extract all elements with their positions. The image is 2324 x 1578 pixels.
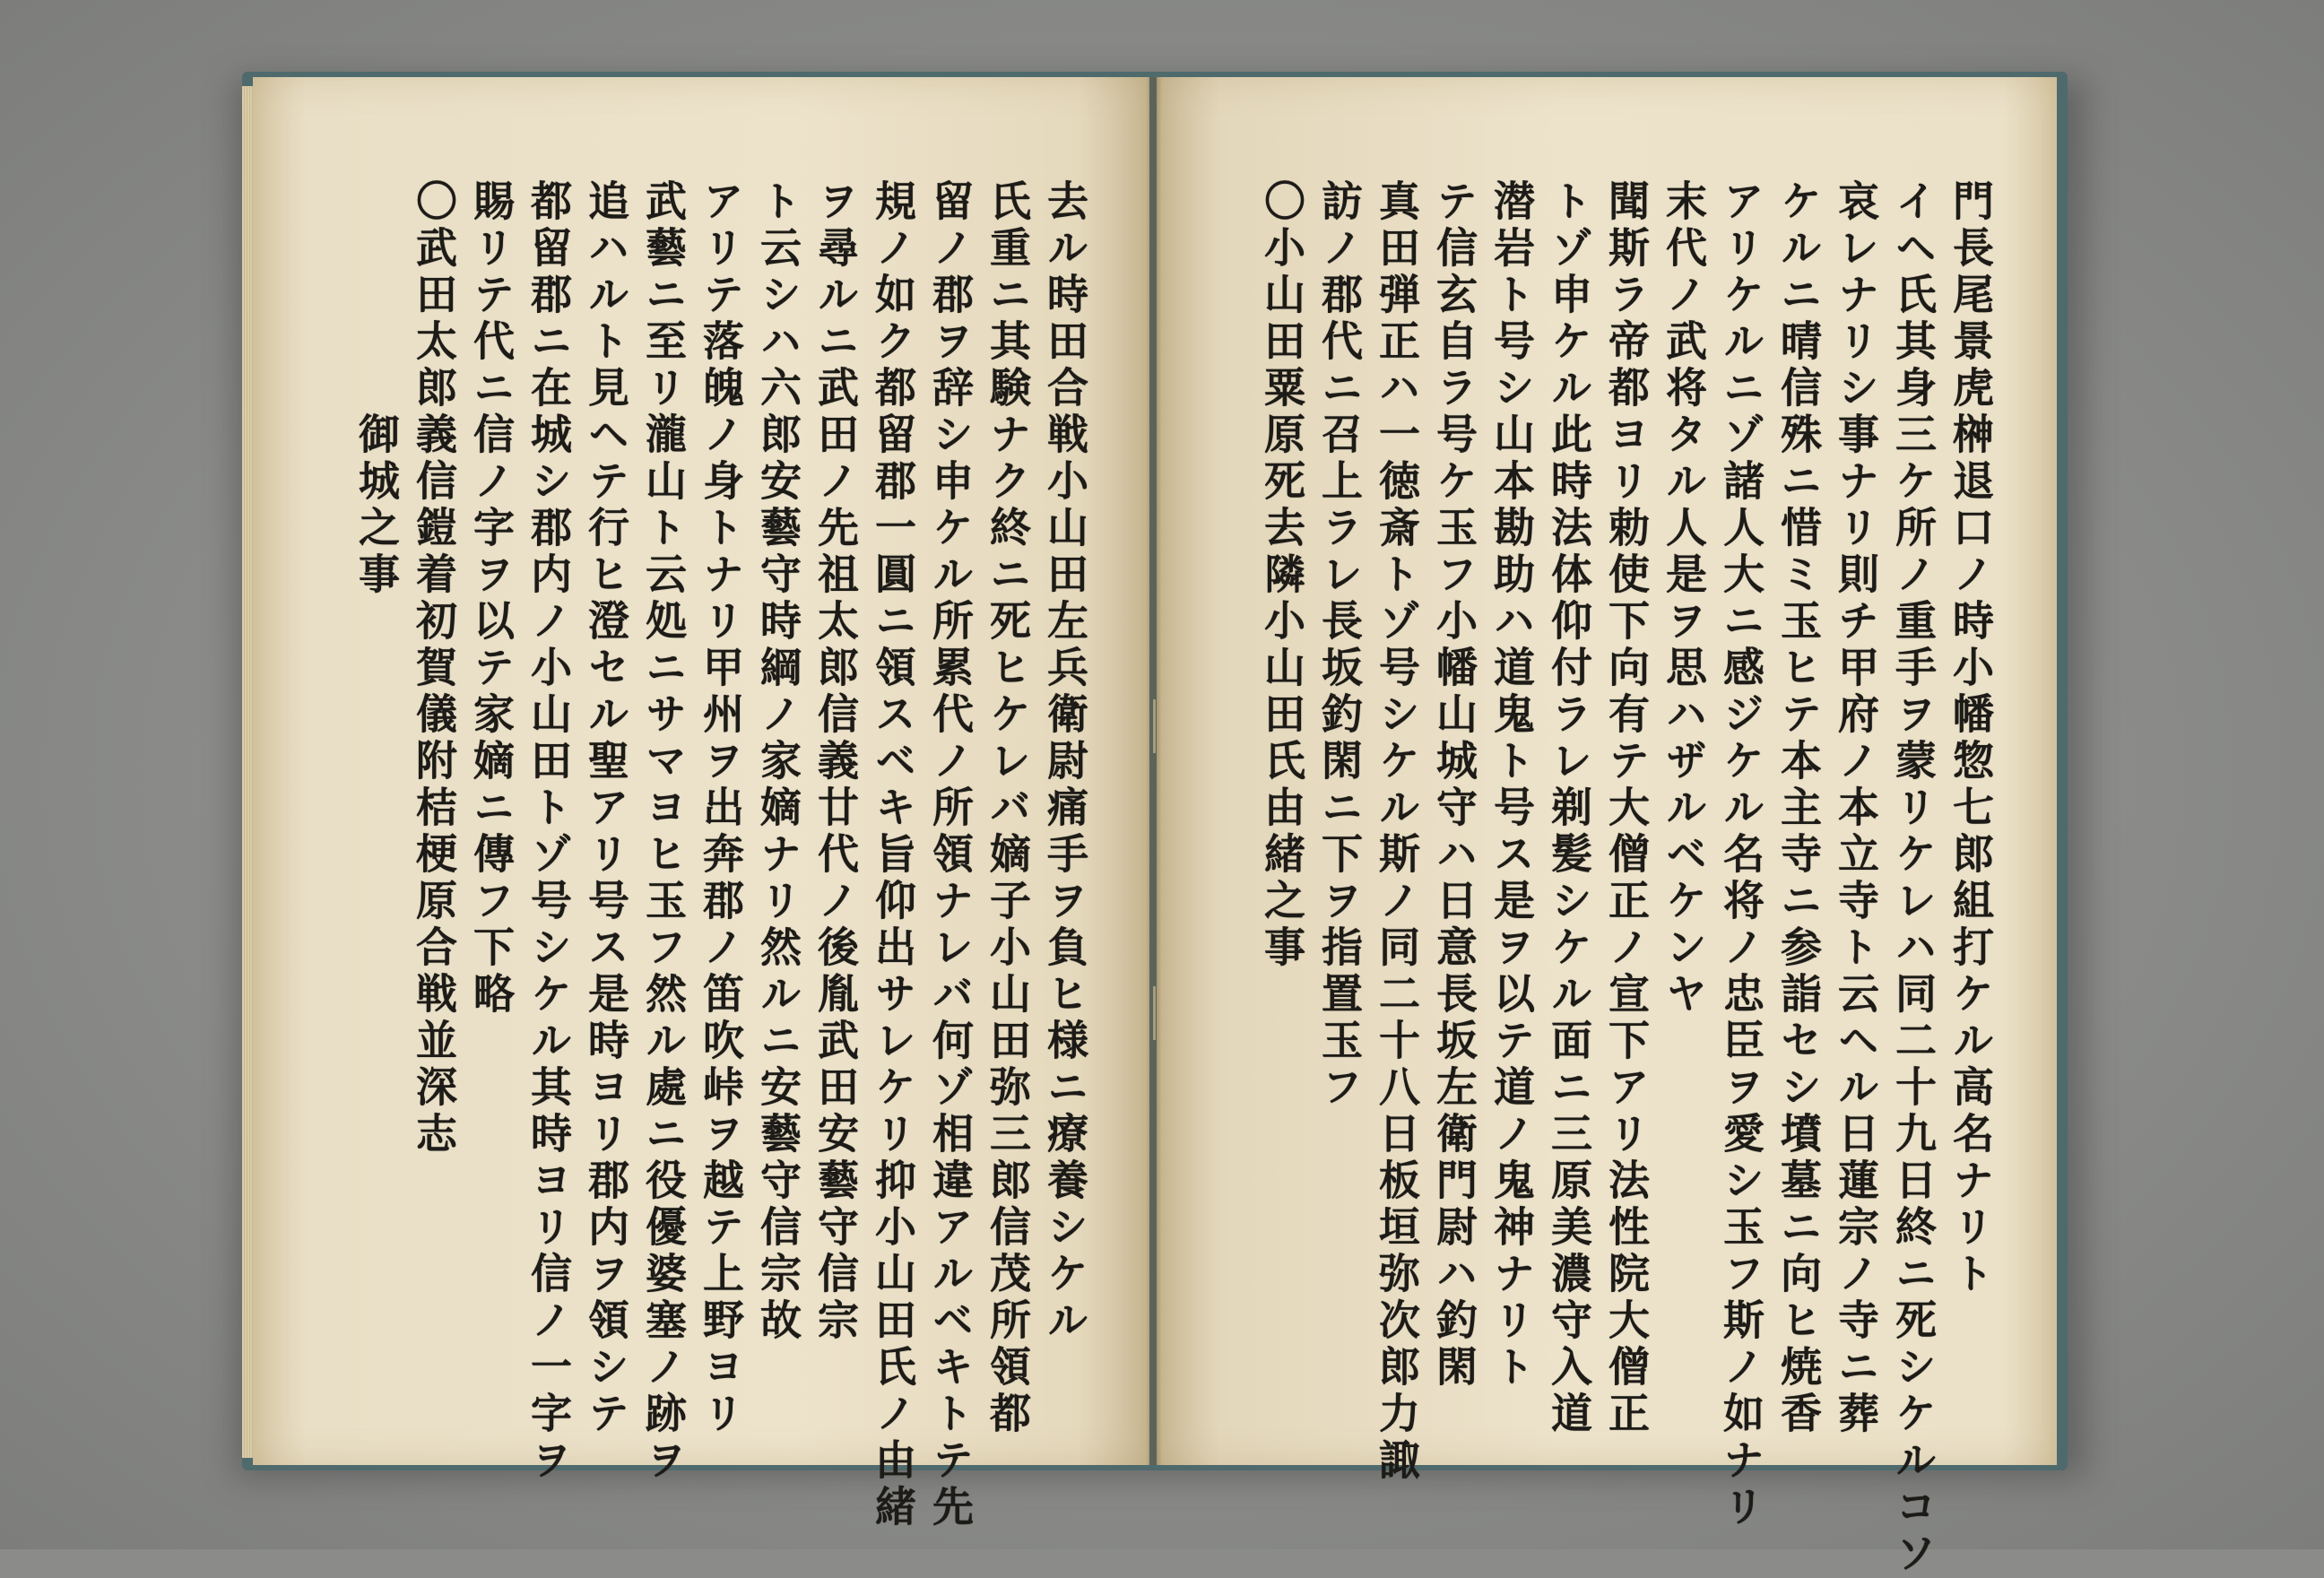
text-column: 真田弾正ハ一徳斎トゾ号シケル斯ノ同二十八日板垣弥次郎力諏 xyxy=(1373,179,1421,1485)
text-column: 氏重ニ其験ナク終ニ死ヒケレバ嫡子小山田弥三郎信茂所領都 xyxy=(984,179,1032,1438)
text-column: 聞斯ラ帝都ヨリ勅使下向有テ大僧正ノ宣下アリ法性院大僧正 xyxy=(1602,179,1651,1438)
text-column: テ信玄自ラ号ケ玉フ小幡山城守ハ日意長坂左衛門尉ハ釣閑 xyxy=(1430,179,1479,1392)
left-page-text xyxy=(305,179,1094,1531)
text-column: ヲ尋ルニ武田ノ先祖太郎信義廿代ノ後胤武田安藝守信宗 xyxy=(811,179,860,1345)
text-column: 去ル時田合戦小山田左兵衛尉痛手ヲ負ヒ様ニ療養シケル xyxy=(1041,179,1089,1345)
text-column: 訪ノ郡代ニ召上ラレ長坂釣閑ニ下ヲ指置玉フ xyxy=(1315,179,1364,1112)
text-column: 規ノ如ク都留郡一圓ニ領スベキ旨仰出サレケリ抑小山田氏ノ由緒 xyxy=(869,179,917,1531)
text-column: 門長尾景虎榊退口ノ時小幡惣七郎組打ケル高名ナリト xyxy=(1947,179,1995,1298)
text-column: 都留郡ニ在城シ郡内ノ小山田トゾ号シケル其時ヨリ信ノ一字ヲ xyxy=(525,179,573,1485)
text-column: ケルニ晴信殊ニ惜ミ玉ヒテ本主寺ニ参詣セシ墳墓ニ向ヒ焼香 xyxy=(1774,179,1823,1438)
right-page-text xyxy=(1210,179,1999,1578)
text-column: 武藝ニ至リ瀧山ト云処ニサマヨヒ玉フ然ル處ニ役優婆塞ノ跡ヲ xyxy=(639,179,688,1485)
text-column: アリケルニゾ諸人大ニ感ジケル名将ノ忠臣ヲ愛シ玉フ斯ノ如ナリ xyxy=(1717,179,1765,1531)
binding-thread xyxy=(1153,699,1156,753)
text-column: 留ノ郡ヲ辞シ申ケル所累代ノ所領ナレバ何ゾ相違アルベキトテ先 xyxy=(926,179,975,1531)
section-heading-continued: 御城之事 xyxy=(352,412,401,599)
text-column: ト云シハ六郎安藝守時綱ノ家嫡ナリ然ルニ安藝守信宗故 xyxy=(754,179,802,1345)
text-column: 潜岩ト号シ山本勘助ハ道鬼ト号ス是ヲ以テ道ノ鬼神ナリト xyxy=(1487,179,1536,1392)
text-column: 追ハルト見ヘテ行ヒ澄セル聖アリ号ス是時ヨリ郡内ヲ領シテ xyxy=(582,179,630,1438)
section-heading: 〇武田太郎義信鎧着初賀儀附桔梗原合戦並深志 xyxy=(410,179,458,1158)
text-column: アリテ落魄ノ身トナリ甲州ヲ出奔郡ノ笛吹峠ヲ越テ上野ヨリ xyxy=(697,179,745,1438)
text-column: 哀レナリシ事ナリ則チ甲府ノ本立寺ト云ヘル日蓮宗ノ寺ニ葬 xyxy=(1832,179,1880,1438)
section-heading: 〇小山田粟原死去隣小山田氏由緒之事 xyxy=(1258,179,1306,972)
binding-thread xyxy=(1153,986,1156,1040)
text-column: 賜リテ代ニ信ノ字ヲ以テ家嫡ニ傳フ下略 xyxy=(467,179,516,1019)
book-gutter xyxy=(1146,77,1162,1465)
text-column: トゾ申ケル此時法体仰付ラレ剃髪シケル面ニ三原美濃守入道 xyxy=(1545,179,1593,1438)
text-column: 末代ノ武将タル人是ヲ思ハザルベケンヤ xyxy=(1660,179,1708,1019)
text-column: イヘ氏其身三ケ所ノ重手ヲ蒙リケレハ同二十九日終ニ死シケルコソ xyxy=(1889,179,1938,1578)
